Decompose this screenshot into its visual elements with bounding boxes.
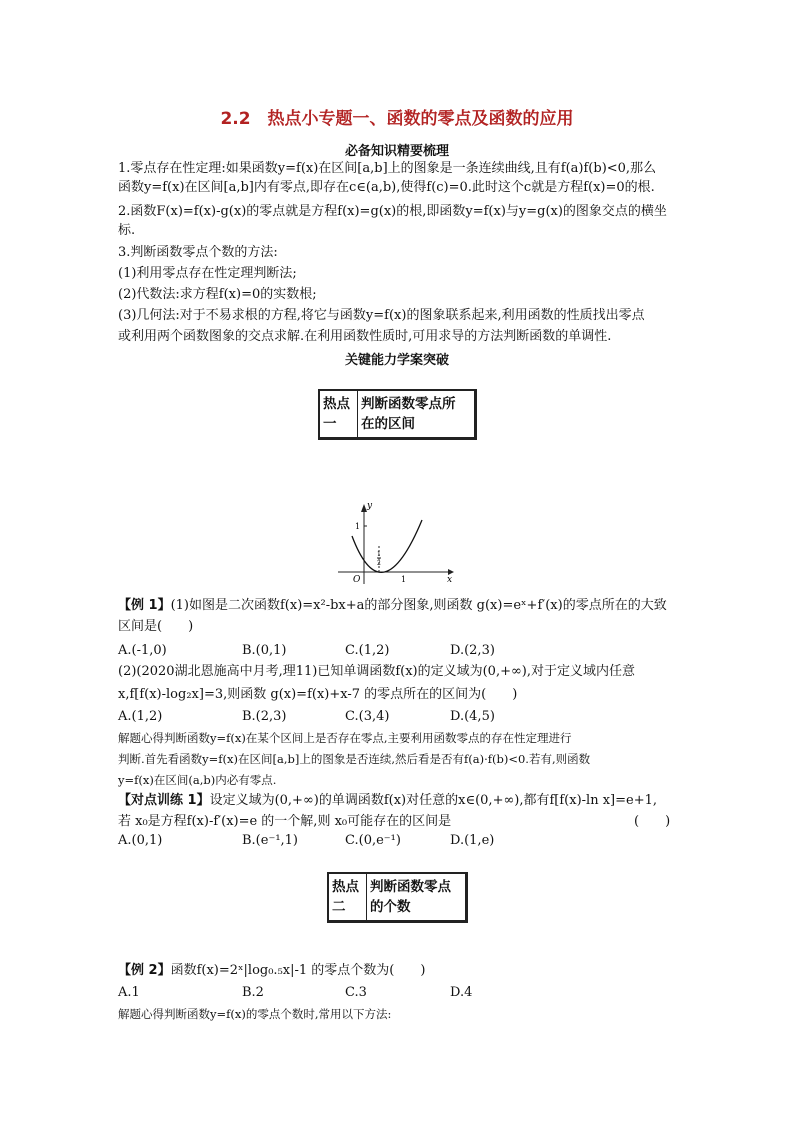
option-d: D.(1,e) — [450, 833, 495, 848]
option-a: A.(-1,0) — [118, 643, 167, 658]
y-one-label: 1 — [355, 522, 361, 531]
example-2-label: 【例 2】 — [118, 963, 171, 978]
tips-line: 解题心得判断函数y=f(x)在某个区间上是否存在零点,主要利用函数零点的存在性定理进行 — [118, 731, 572, 745]
option-a: A.1 — [118, 985, 140, 1000]
knowledge-line: (1)利用零点存在性定理判断法; — [118, 266, 297, 281]
option-c: C.(3,4) — [345, 709, 390, 724]
option-b: B.(e⁻¹,1) — [242, 833, 298, 848]
option-c: C.(1,2) — [345, 643, 390, 658]
option-a: A.(1,2) — [118, 709, 163, 724]
tips-2: 解题心得判断函数y=f(x)的零点个数时,常用以下方法: — [118, 1007, 392, 1021]
parabola-graph — [332, 498, 462, 588]
example-1-line: 【例 1】(1)如图是二次函数f(x)=x²-bx+a的部分图象,则函数 g(x)=eˣ+f′(x)的零点所在的大致 — [118, 598, 667, 613]
knowledge-line: 标. — [118, 223, 136, 238]
example-1-line: x,f[f(x)-log₂x]=3,则函数 g(x)=f(x)+x-7 的零点所在的区间为( ) — [118, 687, 518, 702]
answer-paren: ( ) — [634, 814, 671, 829]
hotspot-number: 热点 — [332, 879, 359, 895]
example-1-line: 区间是( ) — [118, 619, 194, 634]
option-b: B.(0,1) — [242, 643, 287, 658]
training-1-line: 若 x₀是方程f(x)-f′(x)=e 的一个解,则 x₀可能存在的区间是 — [118, 814, 452, 829]
knowledge-line: (3)几何法:对于不易求根的方程,将它与函数y=f(x)的图象联系起来,利用函数的性质找出零点 — [118, 308, 645, 323]
hotspot-number: 热点 — [323, 396, 350, 412]
training-1-line: 【对点训练 1】设定义域为(0,+∞)的单调函数f(x)对任意的x∈(0,+∞),都有f[f(x)-ln x]=e+1, — [118, 793, 657, 808]
option-c: C.(0,e⁻¹) — [345, 833, 401, 848]
knowledge-line: 1.零点存在性定理:如果函数y=f(x)在区间[a,b]上的图象是一条连续曲线,且有f(a)f(b)<0,那么 — [118, 161, 657, 176]
option-b: B.2 — [242, 985, 264, 1000]
training-1-label: 【对点训练 1】 — [118, 793, 210, 808]
hotspot-box-1: 热点 一 判断函数零点所 在的区间 — [318, 389, 477, 440]
option-c: C.3 — [345, 985, 367, 1000]
option-d: D.4 — [450, 985, 473, 1000]
option-d: D.(4,5) — [450, 709, 495, 724]
hotspot-title: 判断函数零点所 — [361, 396, 456, 412]
origin-label: O — [353, 575, 361, 585]
tips-line: y=f(x)在区间(a,b)内必有零点. — [118, 773, 277, 787]
page-title: 2.2 热点小专题一、函数的零点及函数的应用 — [220, 109, 574, 129]
x-one-label: 1 — [401, 575, 407, 584]
y-axis-label: y — [367, 501, 373, 511]
knowledge-line: 3.判断函数零点个数的方法: — [118, 245, 278, 260]
knowledge-line: (2)代数法:求方程f(x)=0的实数根; — [118, 287, 317, 302]
knowledge-line: 函数y=f(x)在区间[a,b]内有零点,即存在c∈(a,b),使得f(c)=0.此时这个c就是方程f(x)=0的根. — [118, 180, 655, 195]
option-a: A.(0,1) — [118, 833, 163, 848]
knowledge-line: 2.函数F(x)=f(x)-g(x)的零点就是方程f(x)=g(x)的根,即函数y=f(x)与y=g(x)的图象交点的横坐 — [118, 204, 667, 219]
example-1-line: (2)(2020湖北恩施高中月考,理11)已知单调函数f(x)的定义域为(0,+∞),对于定义域内任意 — [118, 664, 636, 679]
option-d: D.(2,3) — [450, 643, 495, 658]
knowledge-line: 或利用两个函数图象的交点求解.在利用函数性质时,可用求导的方法判断函数的单调性. — [118, 329, 612, 344]
option-b: B.(2,3) — [242, 709, 287, 724]
example-2-line: 【例 2】函数f(x)=2ˣ|log₀.₅x|-1 的零点个数为( ) — [118, 963, 426, 978]
section-heading-knowledge: 必备知识精要梳理 — [344, 144, 449, 159]
parabola-curve — [352, 520, 422, 572]
half-numerator: 1 — [377, 551, 381, 558]
hotspot-title: 判断函数零点 — [370, 879, 451, 895]
section-heading-ability: 关键能力学案突破 — [344, 353, 449, 368]
tips-line: 判断.首先看函数y=f(x)在区间[a,b]上的图象是否连续,然后看是否有f(a)·f(b)<0.若有,则函数 — [118, 752, 591, 766]
x-axis-label: x — [447, 575, 453, 585]
example-1-label: 【例 1】 — [118, 598, 171, 613]
hotspot-box-2: 热点 二 判断函数零点 的个数 — [327, 872, 468, 923]
half-denominator: 2 — [377, 560, 381, 567]
